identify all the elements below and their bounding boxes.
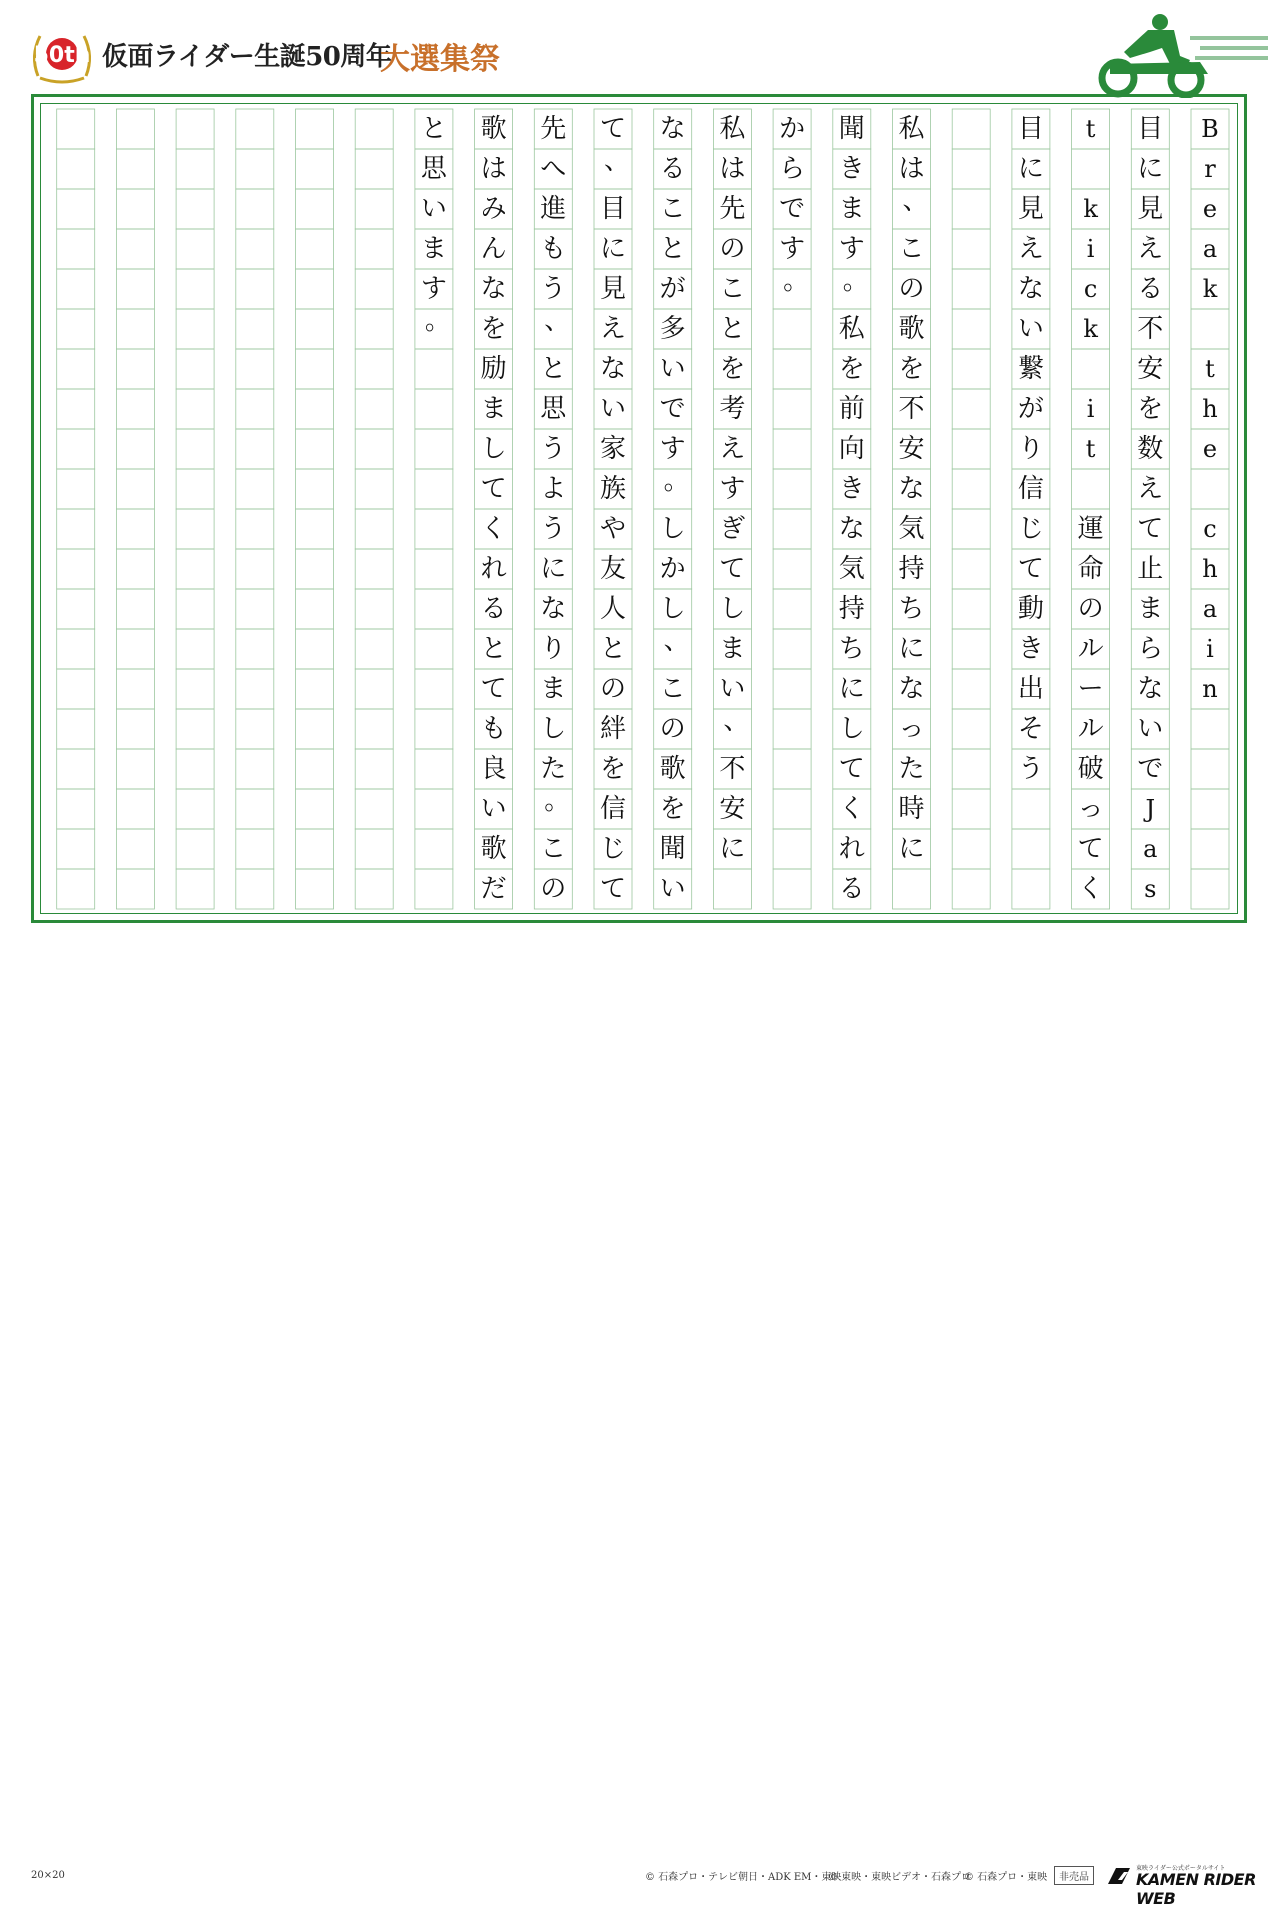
manuscript-char: 私	[719, 114, 746, 144]
manuscript-char: も	[540, 234, 567, 264]
manuscript-char: 見	[1017, 194, 1044, 224]
manuscript-char: 聞	[659, 834, 686, 864]
manuscript-char: か	[779, 114, 806, 144]
manuscript-char: そ	[1017, 714, 1044, 744]
manuscript-char: る	[1137, 274, 1164, 304]
manuscript-char: だ	[480, 874, 507, 904]
manuscript-char: を	[719, 354, 746, 384]
manuscript-char: れ	[838, 834, 865, 864]
manuscript-char: も	[480, 714, 507, 744]
manuscript-char: な	[1137, 674, 1164, 704]
manuscript-char: 家	[599, 434, 626, 464]
manuscript-char: 見	[1137, 194, 1164, 224]
manuscript-char: e	[1202, 195, 1218, 223]
manuscript-char: え	[599, 314, 626, 344]
manuscript-char: す	[779, 234, 806, 264]
manuscript-char: 思	[420, 154, 447, 184]
manuscript-char: ル	[1077, 634, 1104, 664]
manuscript-char: s	[1144, 875, 1157, 903]
manuscript-char: 止	[1137, 554, 1164, 584]
manuscript-char: っ	[1077, 794, 1104, 824]
manuscript-char: と	[719, 314, 746, 344]
manuscript-char: れ	[480, 554, 507, 584]
50th-anniversary-logo-icon	[28, 26, 96, 84]
manuscript-char: し	[659, 594, 686, 624]
manuscript-char: う	[540, 514, 567, 544]
manuscript-char: 族	[599, 474, 626, 504]
manuscript-char: 破	[1077, 754, 1104, 784]
manuscript-char: と	[420, 114, 447, 144]
manuscript-char: a	[1143, 835, 1158, 863]
manuscript-char: 向	[838, 434, 865, 464]
manuscript-char: の	[1077, 594, 1104, 624]
manuscript-char: い	[659, 874, 686, 904]
manuscript-char: く	[480, 514, 507, 544]
manuscript-char: を	[659, 794, 686, 824]
manuscript-char: 数	[1137, 434, 1164, 464]
manuscript-char: り	[540, 634, 567, 664]
manuscript-char: 命	[1077, 554, 1104, 584]
manuscript-char: 。	[424, 306, 451, 336]
manuscript-char: い	[420, 194, 447, 224]
manuscript-char: や	[599, 514, 626, 544]
manuscript-char: し	[659, 514, 686, 544]
manuscript-char: く	[838, 794, 865, 824]
manuscript-char: 安	[1137, 354, 1164, 384]
manuscript-char: す	[420, 274, 447, 304]
manuscript-char: の	[540, 874, 567, 904]
manuscript-char: k	[1083, 195, 1098, 223]
manuscript-char: 私	[838, 314, 865, 344]
manuscript-char: c	[1083, 275, 1098, 303]
manuscript-char: い	[599, 394, 626, 424]
grid-size-label: 20×20	[31, 1870, 65, 1881]
manuscript-char: て	[1137, 514, 1164, 544]
manuscript-char: 先	[540, 114, 567, 144]
manuscript-char: 励	[480, 354, 507, 384]
manuscript-char: き	[1017, 634, 1044, 664]
manuscript-char: 見	[599, 274, 626, 304]
manuscript-char: r	[1204, 155, 1216, 183]
manuscript-char: い	[1137, 714, 1164, 744]
manuscript-char: ま	[719, 634, 746, 664]
manuscript-char: k	[1083, 315, 1098, 343]
manuscript-char: を	[599, 754, 626, 784]
manuscript-char: h	[1202, 395, 1218, 423]
manuscript-char: a	[1202, 235, 1218, 263]
manuscript-char: み	[480, 194, 507, 224]
manuscript-char: 繋	[1017, 354, 1044, 384]
manuscript-char: と	[540, 354, 567, 384]
manuscript-char: て	[838, 754, 865, 784]
manuscript-char: こ	[898, 234, 925, 264]
manuscript-char: ま	[420, 234, 447, 264]
rider-motorcycle-icon	[1090, 8, 1270, 98]
manuscript-char: り	[1017, 434, 1044, 464]
manuscript-char: に	[898, 634, 925, 664]
manuscript-char: い	[480, 794, 507, 824]
manuscript-char: に	[838, 674, 865, 704]
manuscript-char: に	[898, 834, 925, 864]
manuscript-char: じ	[599, 834, 626, 864]
manuscript-frame	[31, 94, 1247, 923]
manuscript-char: c	[1203, 515, 1217, 543]
manuscript-char: 、	[603, 146, 630, 176]
manuscript-char: 人	[599, 594, 626, 624]
manuscript-char: 歌	[659, 754, 686, 784]
manuscript-char: 私	[898, 114, 925, 144]
manuscript-char: て	[599, 874, 626, 904]
manuscript-char: え	[1137, 474, 1164, 504]
manuscript-char: な	[898, 474, 925, 504]
manuscript-char: ん	[480, 234, 507, 264]
manuscript-char: く	[1077, 874, 1104, 904]
copyright-1: © 石森プロ・テレビ朝日・ADK EM・東映	[645, 1872, 842, 1883]
manuscript-char: い	[659, 354, 686, 384]
manuscript-char: し	[838, 714, 865, 744]
manuscript-char: 歌	[480, 834, 507, 864]
manuscript-char: ま	[480, 394, 507, 424]
manuscript-char: て	[719, 554, 746, 584]
manuscript-char: J	[1145, 795, 1156, 823]
manuscript-char: い	[1017, 314, 1044, 344]
manuscript-char: で	[1137, 754, 1164, 784]
manuscript-char: す	[838, 234, 865, 264]
manuscript-char: に	[1017, 154, 1044, 184]
manuscript-char: こ	[659, 194, 686, 224]
manuscript-char: 歌	[898, 314, 925, 344]
manuscript-char: 進	[540, 194, 567, 224]
manuscript-char: a	[1202, 595, 1218, 623]
manuscript-char: 。	[783, 266, 810, 296]
manuscript-char: 思	[540, 394, 567, 424]
manuscript-char: n	[1202, 675, 1218, 703]
manuscript-char: ー	[1077, 674, 1104, 704]
manuscript-char: 歌	[480, 114, 507, 144]
manuscript-char: k	[1202, 275, 1218, 303]
manuscript-char: 運	[1077, 514, 1104, 544]
manuscript-char: i	[1086, 395, 1095, 423]
manuscript-char: き	[838, 474, 865, 504]
header	[0, 0, 1280, 96]
manuscript-char: i	[1206, 635, 1214, 663]
manuscript-char: 安	[719, 794, 746, 824]
manuscript-char: し	[719, 594, 746, 624]
manuscript-char: て	[599, 114, 626, 144]
manuscript-char: 。	[842, 266, 869, 296]
manuscript-char: し	[540, 714, 567, 744]
manuscript-char: こ	[540, 834, 567, 864]
manuscript-char: た	[540, 754, 567, 784]
manuscript-char: を	[480, 314, 507, 344]
manuscript-char: を	[838, 354, 865, 384]
manuscript-char: へ	[540, 154, 567, 184]
manuscript-char: な	[599, 354, 626, 384]
manuscript-char: h	[1202, 555, 1218, 583]
manuscript-char: に	[599, 234, 626, 264]
manuscript-char: ル	[1077, 714, 1104, 744]
manuscript-char: が	[659, 274, 686, 304]
manuscript-char: の	[599, 674, 626, 704]
manuscript-grid	[34, 97, 1244, 920]
manuscript-char: は	[480, 154, 507, 184]
manuscript-char: 信	[1017, 474, 1044, 504]
manuscript-char: て	[480, 474, 507, 504]
copyright-2: © 東映・東映ビデオ・石森プロ	[828, 1872, 971, 1883]
manuscript-char: 安	[898, 434, 925, 464]
manuscript-char: B	[1201, 115, 1219, 143]
manuscript-char: な	[838, 514, 865, 544]
manuscript-char: 多	[659, 314, 686, 344]
manuscript-char: 友	[599, 554, 626, 584]
manuscript-char: な	[659, 114, 686, 144]
manuscript-char: し	[480, 434, 507, 464]
manuscript-char: え	[719, 434, 746, 464]
manuscript-char: は	[719, 154, 746, 184]
manuscript-char: る	[480, 594, 507, 624]
manuscript-char: を	[898, 354, 925, 384]
manuscript-char: に	[719, 834, 746, 864]
manuscript-char: え	[1137, 234, 1164, 264]
manuscript-char: ま	[1137, 594, 1164, 624]
manuscript-char: ま	[540, 674, 567, 704]
manuscript-char: 。	[544, 786, 571, 816]
manuscript-char: こ	[659, 674, 686, 704]
manuscript-char: う	[540, 274, 567, 304]
manuscript-char: っ	[898, 714, 925, 744]
manuscript-char: よ	[540, 474, 567, 504]
manuscript-char: 先	[719, 194, 746, 224]
manuscript-char: の	[719, 234, 746, 264]
manuscript-char: か	[659, 554, 686, 584]
manuscript-char: ら	[779, 154, 806, 184]
manuscript-char: 目	[599, 194, 626, 224]
manuscript-char: t	[1085, 435, 1096, 463]
manuscript-char: な	[540, 594, 567, 624]
web-tagline: 東映ライダー公式ポータルサイト	[1136, 1865, 1226, 1872]
manuscript-char: と	[599, 634, 626, 664]
manuscript-char: の	[898, 274, 925, 304]
manuscript-char: 、	[723, 706, 750, 736]
manuscript-char: 不	[719, 754, 746, 784]
manuscript-char: i	[1086, 235, 1095, 263]
page-subtitle: 大選集祭	[380, 42, 500, 77]
manuscript-char: ら	[1137, 634, 1164, 664]
manuscript-char: じ	[1017, 514, 1044, 544]
manuscript-char: で	[779, 194, 806, 224]
manuscript-char: は	[898, 154, 925, 184]
manuscript-char: 聞	[838, 114, 865, 144]
manuscript-char: 良	[480, 754, 507, 784]
manuscript-char: ち	[898, 594, 925, 624]
manuscript-char: に	[540, 554, 567, 584]
manuscript-char: 目	[1017, 114, 1044, 144]
manuscript-char: と	[480, 634, 507, 664]
manuscript-char: う	[1017, 754, 1044, 784]
manuscript-char: る	[659, 154, 686, 184]
manuscript-char: す	[719, 474, 746, 504]
manuscript-char: を	[1137, 394, 1164, 424]
manuscript-char: 出	[1017, 674, 1044, 704]
manuscript-char: に	[1137, 154, 1164, 184]
manuscript-char: い	[719, 674, 746, 704]
manuscript-char: の	[659, 714, 686, 744]
manuscript-char: る	[838, 874, 865, 904]
manuscript-char: t	[1085, 115, 1096, 143]
manuscript-char: て	[480, 674, 507, 704]
manuscript-char: 気	[898, 514, 925, 544]
manuscript-char: 信	[599, 794, 626, 824]
manuscript-char: 考	[719, 394, 746, 424]
manuscript-char: 前	[838, 394, 865, 424]
manuscript-char: で	[659, 394, 686, 424]
manuscript-char: 、	[902, 186, 929, 216]
manuscript-char: ま	[838, 194, 865, 224]
manuscript-char: 不	[1137, 314, 1164, 344]
manuscript-char: た	[898, 754, 925, 784]
manuscript-char: 不	[898, 394, 925, 424]
manuscript-char: 持	[898, 554, 925, 584]
page-title: 仮面ライダー生誕50周年	[102, 42, 392, 72]
manuscript-char: 。	[663, 466, 690, 496]
manuscript-char: 持	[838, 594, 865, 624]
footer	[0, 930, 1280, 1908]
manuscript-char: 、	[663, 626, 690, 656]
manuscript-char: す	[659, 434, 686, 464]
manuscript-char: な	[1017, 274, 1044, 304]
not-for-sale-badge: 非売品	[1054, 1866, 1094, 1885]
manuscript-char: 絆	[599, 714, 626, 744]
manuscript-char: 気	[838, 554, 865, 584]
manuscript-char: ち	[838, 634, 865, 664]
manuscript-char: え	[1017, 234, 1044, 264]
manuscript-char: e	[1202, 435, 1218, 463]
manuscript-char: う	[540, 434, 567, 464]
manuscript-char: き	[838, 154, 865, 184]
manuscript-char: ぎ	[719, 514, 746, 544]
manuscript-char: な	[898, 674, 925, 704]
copyright-3: © 石森プロ・東映	[964, 1872, 1048, 1883]
manuscript-char: 時	[898, 794, 925, 824]
manuscript-char: こ	[719, 274, 746, 304]
manuscript-char: が	[1017, 394, 1044, 424]
manuscript-char: な	[480, 274, 507, 304]
manuscript-char: 、	[544, 306, 571, 336]
manuscript-char: 動	[1017, 594, 1044, 624]
manuscript-char: t	[1205, 355, 1215, 383]
manuscript-char: と	[659, 234, 686, 264]
manuscript-char: 目	[1137, 114, 1164, 144]
web-logo-text: KAMEN RIDER WEB	[1136, 1870, 1256, 1908]
logo-text: 50th	[33, 43, 91, 68]
manuscript-char: て	[1017, 554, 1044, 584]
manuscript-char: て	[1077, 834, 1104, 864]
